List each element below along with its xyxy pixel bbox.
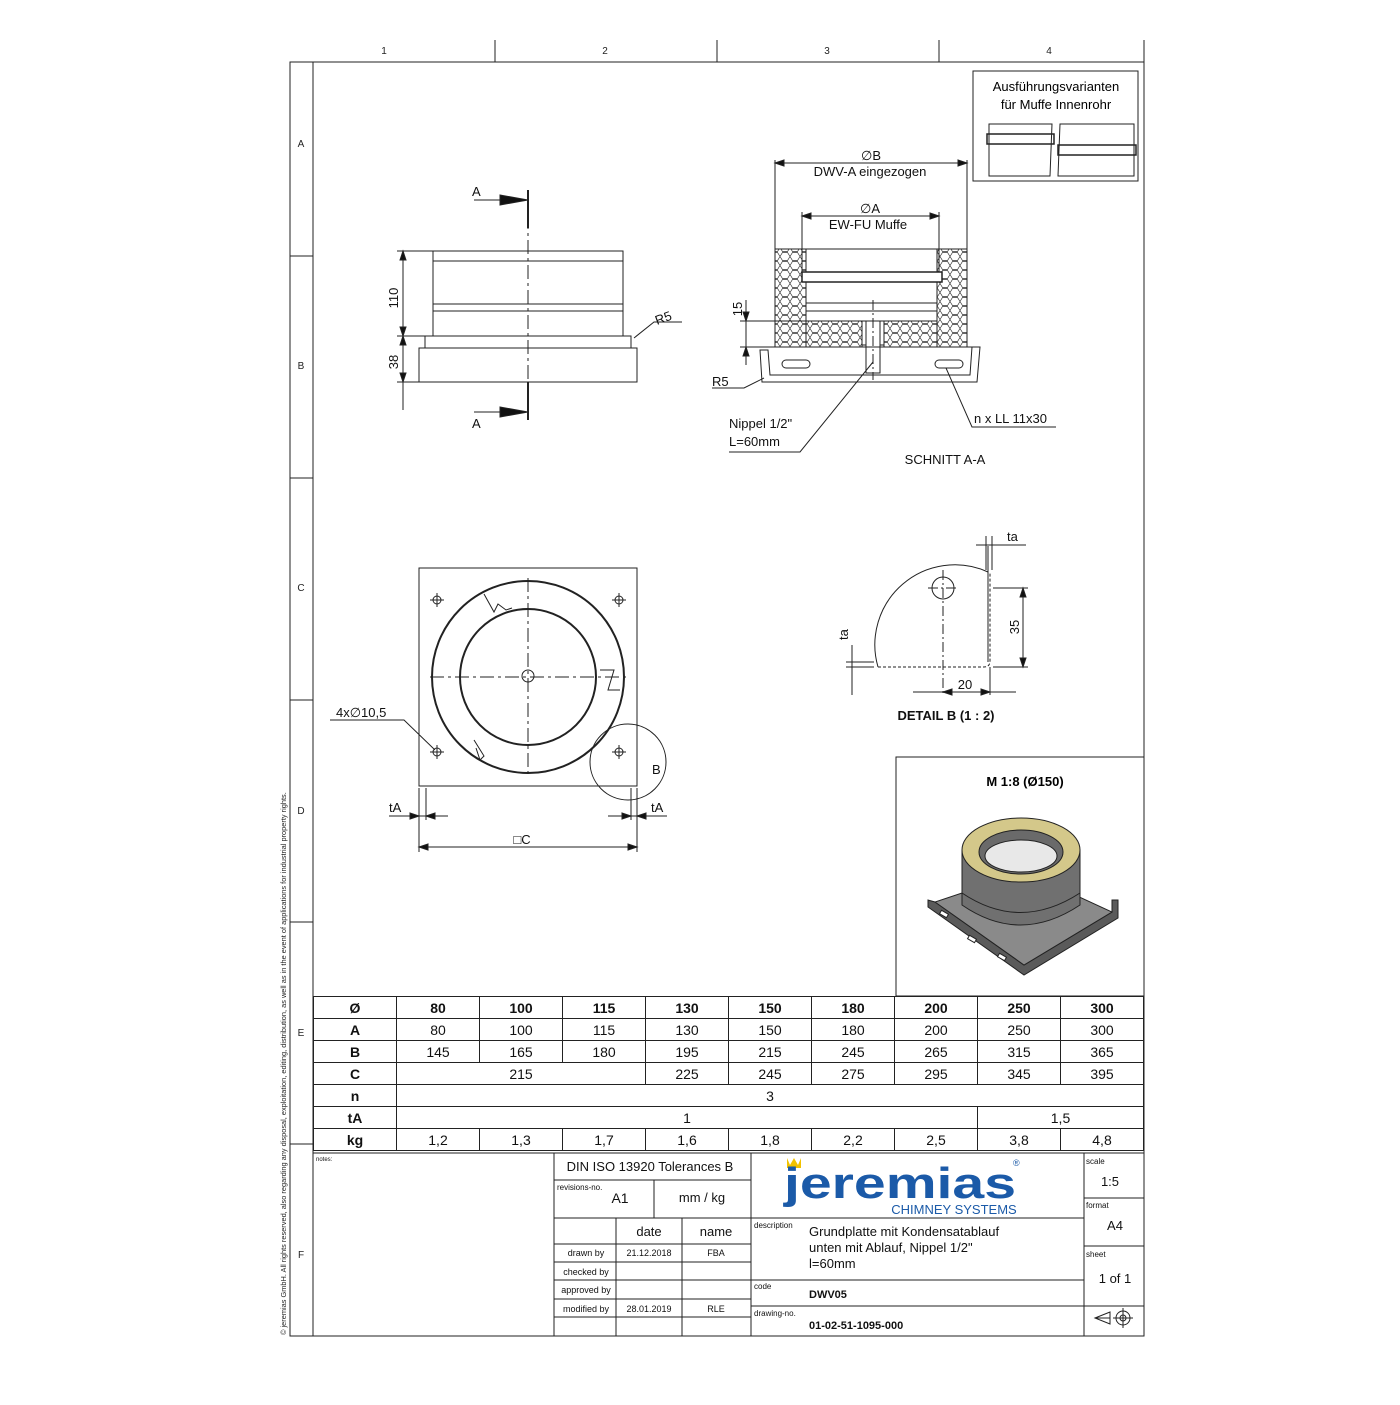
- grid-col-3: 3: [824, 46, 830, 57]
- detail-b: [846, 536, 1028, 695]
- dimension-table-body: [314, 997, 1144, 1151]
- dim-15: 15: [730, 301, 745, 317]
- table-cell: 1,7: [563, 1129, 646, 1151]
- detail-dim-35: 35: [1007, 619, 1022, 635]
- table-cell: 225: [646, 1063, 729, 1085]
- holes-label: n x LL 11x30: [974, 411, 1047, 426]
- grid-row-f: F: [297, 1250, 305, 1261]
- variants-title-1: Ausführungsvarianten: [992, 79, 1120, 94]
- sheet-value: 1 of 1: [1098, 1271, 1132, 1286]
- grid-col-4: 4: [1046, 46, 1052, 57]
- table-row: [314, 1129, 1144, 1151]
- drawn-name: FBA: [707, 1248, 725, 1258]
- logo-text: jeremias: [782, 1159, 1016, 1208]
- table-row-label: tA: [314, 1107, 397, 1129]
- table-cell: 130: [646, 1019, 729, 1041]
- dim-phi-b: ∅B: [861, 148, 881, 163]
- table-row-label: n: [314, 1085, 397, 1107]
- dim-38: 38: [386, 354, 401, 370]
- variants-title-2: für Muffe Innenrohr: [1000, 97, 1112, 112]
- table-cell: 195: [646, 1041, 729, 1063]
- copyright-notice: © jeremias GmbH. All rights reserved, also regarding any disposal, exploitation, editing, distribution, as well as in the event of applications for industrial property rights.: [279, 792, 288, 1335]
- description-label: description: [754, 1221, 793, 1230]
- table-cell: 150: [729, 997, 812, 1019]
- detail-title: DETAIL B (1 : 2): [897, 708, 995, 723]
- table-cell: 265: [895, 1041, 978, 1063]
- table-cell: 345: [978, 1063, 1061, 1085]
- table-cell: 1,2: [397, 1129, 480, 1151]
- tolerances: DIN ISO 13920 Tolerances B: [566, 1159, 734, 1174]
- table-row: [314, 1019, 1144, 1041]
- checked-by-label: checked by: [563, 1267, 609, 1277]
- approved-by-label: approved by: [561, 1285, 611, 1295]
- section-marker-top: A: [472, 184, 481, 199]
- table-row-label: B: [314, 1041, 397, 1063]
- table-cell: 1,8: [729, 1129, 812, 1151]
- dim-c: □C: [513, 832, 531, 847]
- table-row-label: kg: [314, 1129, 397, 1151]
- nipple-label-2: L=60mm: [729, 434, 780, 449]
- dim-110: 110: [386, 287, 401, 309]
- model-title: M 1:8 (Ø150): [986, 774, 1064, 789]
- table-cell: 4,8: [1061, 1129, 1144, 1151]
- detail-ta-top: ta: [1007, 529, 1018, 544]
- table-cell: 80: [397, 997, 480, 1019]
- grid-col-2: 2: [602, 46, 608, 57]
- grid-row-a: A: [297, 139, 305, 150]
- table-cell: 1,3: [480, 1129, 563, 1151]
- drawing-no: 01-02-51-1095-000: [809, 1320, 904, 1332]
- table-cell: 115: [563, 997, 646, 1019]
- modified-by-label: modified by: [562, 1304, 610, 1314]
- table-cell: 275: [812, 1063, 895, 1085]
- table-cell: 250: [978, 997, 1061, 1019]
- table-row: [314, 1107, 1144, 1129]
- revisions-label: revisions-no.: [557, 1183, 603, 1192]
- table-cell: 100: [480, 997, 563, 1019]
- table-cell: 215: [729, 1041, 812, 1063]
- date-header: date: [636, 1224, 662, 1239]
- table-row-label: C: [314, 1063, 397, 1085]
- table-cell: 180: [563, 1041, 646, 1063]
- table-cell: 250: [978, 1019, 1061, 1041]
- dim-phi-b-label: DWV-A eingezogen: [813, 164, 927, 179]
- description-2: unten mit Ablauf, Nippel 1/2": [809, 1240, 973, 1255]
- format-label: format: [1086, 1201, 1109, 1210]
- table-cell: 130: [646, 997, 729, 1019]
- notes-label: notes:: [316, 1157, 333, 1163]
- scale-label: scale: [1086, 1157, 1105, 1166]
- section-view: [712, 160, 1056, 452]
- drawn-date: 21.12.2018: [626, 1248, 672, 1258]
- table-cell: 3: [397, 1085, 1144, 1107]
- name-header: name: [699, 1224, 733, 1239]
- table-row-label: Ø: [314, 997, 397, 1019]
- table-cell: 180: [812, 997, 895, 1019]
- code-label: code: [754, 1282, 772, 1291]
- description-1: Grundplatte mit Kondensatablauf: [809, 1224, 1000, 1239]
- logo-sub: CHIMNEY SYSTEMS: [891, 1202, 1017, 1217]
- modified-date: 28.01.2019: [626, 1304, 672, 1314]
- table-cell: 115: [563, 1019, 646, 1041]
- table-cell: 180: [812, 1019, 895, 1041]
- sheet-label: sheet: [1086, 1250, 1106, 1259]
- units: mm / kg: [678, 1190, 726, 1205]
- description-3: l=60mm: [809, 1256, 856, 1271]
- table-cell: 365: [1061, 1041, 1144, 1063]
- title-block-frame: [313, 1153, 1144, 1336]
- code-value: DWV05: [809, 1289, 847, 1301]
- section-title: SCHNITT A-A: [904, 452, 986, 467]
- radius-r5-section: R5: [712, 374, 729, 389]
- table-cell: 315: [978, 1041, 1061, 1063]
- grid-row-e: E: [297, 1028, 305, 1039]
- detail-dim-20: 20: [957, 677, 973, 692]
- table-cell: 2,5: [895, 1129, 978, 1151]
- table-cell: 80: [397, 1019, 480, 1041]
- dimension-table: [313, 996, 1144, 1151]
- table-cell: 1,5: [978, 1107, 1144, 1129]
- dim-ta-left: tA: [389, 800, 402, 815]
- table-row-label: A: [314, 1019, 397, 1041]
- detail-b-ref: B: [652, 762, 661, 777]
- table-row: [314, 1063, 1144, 1085]
- holes-callout: 4x∅10,5: [336, 705, 387, 720]
- table-cell: 1: [397, 1107, 978, 1129]
- revision-no: A1: [611, 1190, 629, 1206]
- table-cell: 165: [480, 1041, 563, 1063]
- drawing-no-label: drawing-no.: [754, 1309, 796, 1318]
- nipple-label-1: Nippel 1/2": [729, 416, 793, 431]
- model-view: [896, 757, 1144, 996]
- grid-row-d: D: [297, 806, 305, 817]
- grid-col-1: 1: [381, 46, 387, 57]
- table-row: [314, 997, 1144, 1019]
- dim-phi-a: ∅A: [860, 201, 880, 216]
- table-cell: 3,8: [978, 1129, 1061, 1151]
- scale-value: 1:5: [1100, 1174, 1120, 1189]
- table-cell: 1,6: [646, 1129, 729, 1151]
- variants-box: [973, 71, 1138, 181]
- drawn-by-label: drawn by: [567, 1248, 605, 1258]
- table-cell: 215: [397, 1063, 646, 1085]
- table-cell: 295: [895, 1063, 978, 1085]
- front-view: [397, 190, 682, 420]
- table-cell: 145: [397, 1041, 480, 1063]
- detail-ta-left: ta: [836, 629, 851, 640]
- table-cell: 300: [1061, 997, 1144, 1019]
- modified-name: RLE: [707, 1304, 725, 1314]
- table-row: [314, 1085, 1144, 1107]
- table-cell: 150: [729, 1019, 812, 1041]
- table-cell: 200: [895, 997, 978, 1019]
- table-row: [314, 1041, 1144, 1063]
- dim-ta-right: tA: [651, 800, 664, 815]
- table-cell: 200: [895, 1019, 978, 1041]
- table-cell: 2,2: [812, 1129, 895, 1151]
- grid-row-b: B: [297, 361, 305, 372]
- table-cell: 245: [729, 1063, 812, 1085]
- format-value: A4: [1107, 1218, 1123, 1233]
- table-cell: 300: [1061, 1019, 1144, 1041]
- section-marker-bottom: A: [472, 416, 481, 431]
- logo-reg: ®: [1013, 1158, 1020, 1168]
- table-cell: 245: [812, 1041, 895, 1063]
- grid-row-c: C: [297, 583, 305, 594]
- table-cell: 100: [480, 1019, 563, 1041]
- table-cell: 395: [1061, 1063, 1144, 1085]
- dim-phi-a-label: EW-FU Muffe: [828, 217, 908, 232]
- radius-r5-front: R5: [652, 308, 674, 328]
